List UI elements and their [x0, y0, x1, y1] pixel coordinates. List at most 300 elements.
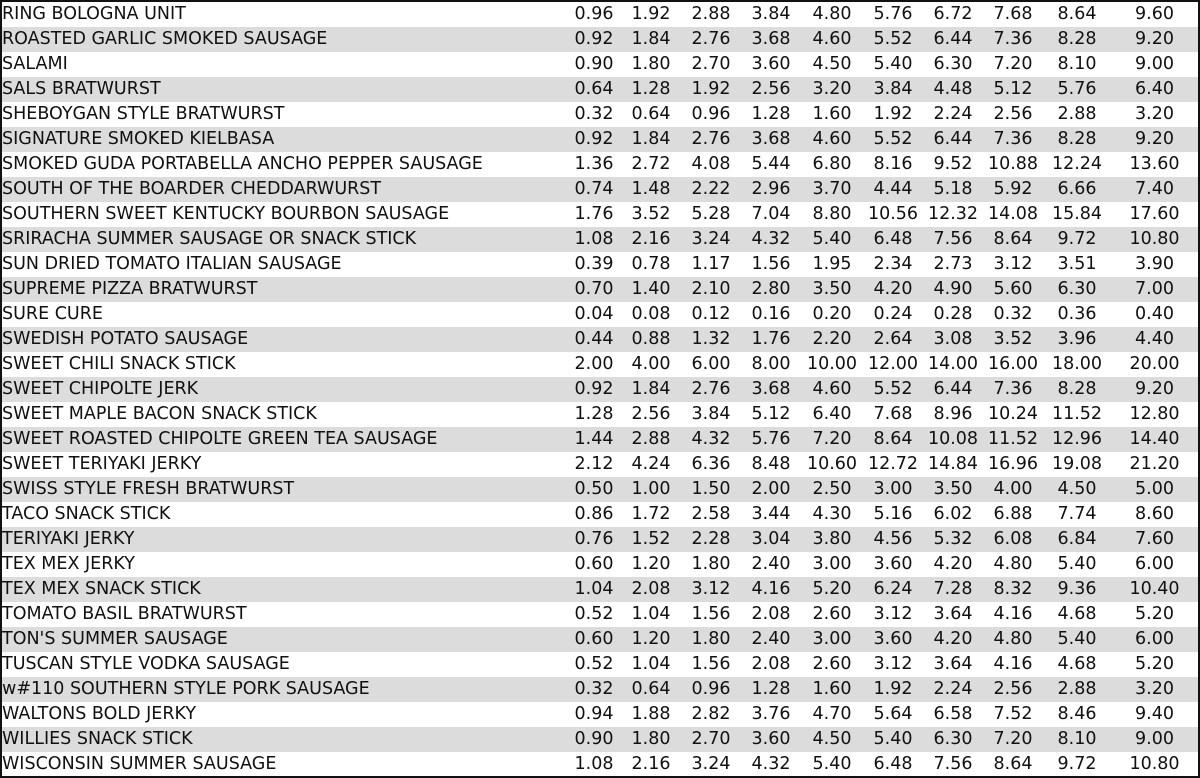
- product-name-cell: SALAMI: [2, 54, 68, 74]
- value-cell: 10.88: [987, 154, 1039, 174]
- value-cell: 5.60: [993, 279, 1033, 299]
- value-cell: 6.72: [933, 4, 973, 24]
- value-cell: 10.56: [867, 204, 919, 224]
- value-cell: 8.28: [1057, 129, 1097, 149]
- value-cell: 3.24: [691, 229, 731, 249]
- value-cell: 6.58: [933, 704, 973, 724]
- value-cell: 2.16: [631, 229, 671, 249]
- value-cell: 3.96: [1057, 329, 1097, 349]
- value-cell: 4.60: [812, 129, 852, 149]
- table-body: [2, 2, 1198, 777]
- value-cell: 2.60: [812, 604, 852, 624]
- value-cell: 3.00: [812, 629, 852, 649]
- value-cell: 3.20: [1135, 104, 1174, 124]
- table-row: [2, 327, 1198, 352]
- value-cell: 3.68: [751, 379, 791, 399]
- value-cell: 2.82: [691, 704, 731, 724]
- value-cell: 0.76: [574, 529, 614, 549]
- value-cell: 3.60: [873, 554, 913, 574]
- table-row: [2, 502, 1198, 527]
- value-cell: 0.86: [574, 504, 614, 524]
- value-cell: 4.16: [993, 654, 1033, 674]
- value-cell: 9.52: [933, 154, 973, 174]
- value-cell: 10.24: [987, 404, 1039, 424]
- value-cell: 2.88: [691, 4, 731, 24]
- value-cell: 2.08: [751, 604, 791, 624]
- value-cell: 1.56: [751, 254, 791, 274]
- value-cell: 1.84: [631, 379, 671, 399]
- value-cell: 0.64: [631, 679, 671, 699]
- value-cell: 0.96: [574, 4, 614, 24]
- value-cell: 19.08: [1051, 454, 1103, 474]
- value-cell: 1.44: [574, 429, 614, 449]
- value-cell: 2.00: [751, 479, 791, 499]
- table-row: [2, 77, 1198, 102]
- table-row: [2, 177, 1198, 202]
- value-cell: 3.60: [751, 729, 791, 749]
- value-cell: 9.00: [1135, 54, 1174, 74]
- product-name-cell: ROASTED GARLIC SMOKED SAUSAGE: [2, 29, 328, 49]
- value-cell: 3.08: [933, 329, 973, 349]
- value-cell: 6.30: [933, 729, 973, 749]
- value-cell: 11.52: [1051, 404, 1103, 424]
- value-cell: 0.12: [691, 304, 731, 324]
- value-cell: 7.52: [993, 704, 1033, 724]
- value-cell: 0.16: [751, 304, 791, 324]
- value-cell: 6.88: [993, 504, 1033, 524]
- value-cell: 2.96: [751, 179, 791, 199]
- value-cell: 1.32: [691, 329, 731, 349]
- value-cell: 2.88: [1057, 679, 1097, 699]
- value-cell: 1.88: [631, 704, 671, 724]
- value-cell: 11.52: [987, 429, 1039, 449]
- value-cell: 17.60: [1129, 204, 1180, 224]
- value-cell: 5.28: [691, 204, 731, 224]
- product-name-cell: SMOKED GUDA PORTABELLA ANCHO PEPPER SAUSAGE: [2, 154, 483, 174]
- value-cell: 0.78: [631, 254, 671, 274]
- value-cell: 5.20: [812, 579, 852, 599]
- value-cell: 12.24: [1051, 154, 1103, 174]
- product-name-cell: SIGNATURE SMOKED KIELBASA: [2, 129, 275, 149]
- product-name-cell: SWEET ROASTED CHIPOLTE GREEN TEA SAUSAGE: [2, 429, 438, 449]
- value-cell: 6.44: [933, 129, 973, 149]
- value-cell: 0.52: [574, 604, 614, 624]
- value-cell: 2.56: [751, 79, 791, 99]
- product-name-cell: WILLIES SNACK STICK: [2, 729, 193, 749]
- value-cell: 8.64: [873, 429, 913, 449]
- value-cell: 0.92: [574, 129, 614, 149]
- value-cell: 14.00: [927, 354, 979, 374]
- value-cell: 3.64: [933, 604, 973, 624]
- value-cell: 0.32: [574, 679, 614, 699]
- table-row: [2, 402, 1198, 427]
- value-cell: 3.51: [1057, 254, 1097, 274]
- value-cell: 6.00: [1135, 554, 1174, 574]
- value-cell: 2.70: [691, 54, 731, 74]
- value-cell: 3.12: [993, 254, 1033, 274]
- value-cell: 0.96: [691, 679, 731, 699]
- value-cell: 6.08: [993, 529, 1033, 549]
- value-cell: 4.20: [933, 629, 973, 649]
- value-cell: 4.40: [1135, 329, 1174, 349]
- value-cell: 6.66: [1057, 179, 1097, 199]
- value-cell: 0.70: [574, 279, 614, 299]
- value-cell: 1.84: [631, 29, 671, 49]
- value-cell: 6.00: [1135, 629, 1174, 649]
- value-cell: 4.68: [1057, 604, 1097, 624]
- value-cell: 4.32: [751, 754, 791, 774]
- value-cell: 0.36: [1057, 304, 1097, 324]
- value-cell: 1.60: [812, 104, 852, 124]
- value-cell: 0.94: [574, 704, 614, 724]
- value-cell: 7.20: [993, 729, 1033, 749]
- value-cell: 1.28: [751, 679, 791, 699]
- value-cell: 14.40: [1129, 429, 1180, 449]
- value-cell: 1.95: [812, 254, 852, 274]
- value-cell: 4.44: [873, 179, 913, 199]
- value-cell: 4.24: [631, 454, 671, 474]
- value-cell: 5.12: [993, 79, 1033, 99]
- product-name-cell: TACO SNACK STICK: [2, 504, 171, 524]
- value-cell: 10.00: [806, 354, 858, 374]
- product-name-cell: SWISS STYLE FRESH BRATWURST: [2, 479, 295, 499]
- table-row: [2, 227, 1198, 252]
- value-cell: 1.84: [631, 129, 671, 149]
- value-cell: 5.64: [873, 704, 913, 724]
- product-name-cell: RING BOLOGNA UNIT: [2, 4, 186, 24]
- value-cell: 6.48: [873, 754, 913, 774]
- value-cell: 3.84: [751, 4, 791, 24]
- value-cell: 8.00: [751, 354, 791, 374]
- table-row: [2, 627, 1198, 652]
- value-cell: 0.92: [574, 29, 614, 49]
- value-cell: 8.60: [1135, 504, 1174, 524]
- value-cell: 2.73: [933, 254, 973, 274]
- value-cell: 5.92: [993, 179, 1033, 199]
- product-name-cell: SWEDISH POTATO SAUSAGE: [2, 329, 249, 349]
- value-cell: 1.92: [873, 679, 913, 699]
- value-cell: 1.92: [691, 79, 731, 99]
- product-name-cell: WALTONS BOLD JERKY: [2, 704, 197, 724]
- value-cell: 4.00: [631, 354, 671, 374]
- value-cell: 3.76: [751, 704, 791, 724]
- table-row: [2, 377, 1198, 402]
- value-cell: 4.08: [691, 154, 731, 174]
- table-row: [2, 452, 1198, 477]
- value-cell: 7.60: [1135, 529, 1174, 549]
- value-cell: 5.52: [873, 379, 913, 399]
- table-row: [2, 202, 1198, 227]
- value-cell: 0.90: [574, 729, 614, 749]
- value-cell: 2.20: [812, 329, 852, 349]
- value-cell: 2.56: [993, 679, 1033, 699]
- value-cell: 2.70: [691, 729, 731, 749]
- value-cell: 6.84: [1057, 529, 1097, 549]
- value-cell: 4.32: [751, 229, 791, 249]
- value-cell: 3.64: [933, 654, 973, 674]
- value-cell: 6.24: [873, 579, 913, 599]
- value-cell: 2.60: [812, 654, 852, 674]
- value-cell: 1.80: [631, 729, 671, 749]
- value-cell: 3.00: [873, 479, 913, 499]
- value-cell: 4.50: [1057, 479, 1097, 499]
- value-cell: 12.72: [867, 454, 919, 474]
- value-cell: 2.24: [933, 104, 973, 124]
- value-cell: 0.60: [574, 629, 614, 649]
- value-cell: 7.36: [993, 129, 1033, 149]
- value-cell: 0.64: [631, 104, 671, 124]
- value-cell: 1.20: [631, 554, 671, 574]
- product-name-cell: SWEET MAPLE BACON SNACK STICK: [2, 404, 317, 424]
- value-cell: 0.39: [574, 254, 614, 274]
- value-cell: 9.00: [1135, 729, 1174, 749]
- product-name-cell: SOUTHERN SWEET KENTUCKY BOURBON SAUSAGE: [2, 204, 450, 224]
- value-cell: 3.50: [812, 279, 852, 299]
- table-row: [2, 127, 1198, 152]
- value-cell: 5.32: [933, 529, 973, 549]
- value-cell: 0.32: [574, 104, 614, 124]
- value-cell: 4.00: [993, 479, 1033, 499]
- value-cell: 3.24: [691, 754, 731, 774]
- table-row: [2, 652, 1198, 677]
- value-cell: 12.32: [927, 204, 979, 224]
- value-cell: 1.92: [873, 104, 913, 124]
- value-cell: 6.48: [873, 229, 913, 249]
- value-cell: 5.12: [751, 404, 791, 424]
- value-cell: 4.50: [812, 54, 852, 74]
- value-cell: 12.96: [1051, 429, 1103, 449]
- value-cell: 0.60: [574, 554, 614, 574]
- value-cell: 2.28: [691, 529, 731, 549]
- value-cell: 3.20: [1135, 679, 1174, 699]
- value-cell: 1.50: [691, 479, 731, 499]
- value-cell: 0.50: [574, 479, 614, 499]
- value-cell: 6.30: [933, 54, 973, 74]
- value-cell: 6.80: [812, 154, 852, 174]
- value-cell: 3.60: [873, 629, 913, 649]
- value-cell: 1.48: [631, 179, 671, 199]
- value-cell: 2.64: [873, 329, 913, 349]
- value-cell: 0.20: [812, 304, 852, 324]
- value-cell: 7.56: [933, 229, 973, 249]
- value-cell: 2.76: [691, 379, 731, 399]
- value-cell: 1.20: [631, 629, 671, 649]
- value-cell: 9.20: [1135, 129, 1174, 149]
- value-cell: 5.40: [812, 229, 852, 249]
- value-cell: 7.56: [933, 754, 973, 774]
- value-cell: 0.64: [574, 79, 614, 99]
- value-cell: 6.00: [691, 354, 731, 374]
- value-cell: 4.16: [993, 604, 1033, 624]
- value-cell: 0.88: [631, 329, 671, 349]
- value-cell: 2.58: [691, 504, 731, 524]
- value-cell: 1.76: [574, 204, 614, 224]
- value-cell: 5.40: [873, 729, 913, 749]
- value-cell: 1.40: [631, 279, 671, 299]
- value-cell: 10.80: [1129, 754, 1180, 774]
- value-cell: 3.00: [812, 554, 852, 574]
- value-cell: 3.44: [751, 504, 791, 524]
- value-cell: 1.04: [631, 654, 671, 674]
- value-cell: 8.16: [873, 154, 913, 174]
- table-row: [2, 552, 1198, 577]
- value-cell: 6.02: [933, 504, 973, 524]
- value-cell: 2.56: [631, 404, 671, 424]
- value-cell: 5.76: [751, 429, 791, 449]
- value-cell: 2.88: [1057, 104, 1097, 124]
- value-cell: 9.40: [1135, 704, 1174, 724]
- product-name-cell: SALS BRATWURST: [2, 79, 161, 99]
- value-cell: 5.16: [873, 504, 913, 524]
- value-cell: 7.68: [873, 404, 913, 424]
- table-row: [2, 152, 1198, 177]
- value-cell: 7.20: [812, 429, 852, 449]
- value-cell: 4.30: [812, 504, 852, 524]
- value-cell: 0.52: [574, 654, 614, 674]
- product-name-cell: SUN DRIED TOMATO ITALIAN SAUSAGE: [2, 254, 342, 274]
- value-cell: 10.40: [1129, 579, 1180, 599]
- value-cell: 2.24: [933, 679, 973, 699]
- table-row: [2, 277, 1198, 302]
- value-cell: 14.84: [927, 454, 979, 474]
- product-name-cell: SHEBOYGAN STYLE BRATWURST: [2, 104, 285, 124]
- value-cell: 3.52: [631, 204, 671, 224]
- value-cell: 4.56: [873, 529, 913, 549]
- product-name-cell: TEX MEX JERKY: [2, 554, 135, 574]
- product-name-cell: TUSCAN STYLE VODKA SAUSAGE: [2, 654, 290, 674]
- product-name-cell: SOUTH OF THE BOARDER CHEDDARWURST: [2, 179, 382, 199]
- value-cell: 1.28: [631, 79, 671, 99]
- value-cell: 2.50: [812, 479, 852, 499]
- product-name-cell: SWEET CHILI SNACK STICK: [2, 354, 236, 374]
- table-row: [2, 577, 1198, 602]
- value-cell: 2.34: [873, 254, 913, 274]
- value-cell: 1.76: [751, 329, 791, 349]
- value-cell: 0.24: [873, 304, 913, 324]
- table-row: [2, 2, 1198, 27]
- value-cell: 10.60: [806, 454, 858, 474]
- table-row: [2, 52, 1198, 77]
- value-cell: 7.36: [993, 379, 1033, 399]
- value-cell: 3.84: [873, 79, 913, 99]
- value-cell: 2.22: [691, 179, 731, 199]
- value-cell: 6.40: [1135, 79, 1174, 99]
- product-name-cell: WISCONSIN SUMMER SAUSAGE: [2, 754, 277, 774]
- value-cell: 5.20: [1135, 654, 1174, 674]
- value-cell: 2.88: [631, 429, 671, 449]
- product-name-cell: SWEET TERIYAKI JERKY: [2, 454, 202, 474]
- value-cell: 7.28: [933, 579, 973, 599]
- value-cell: 7.40: [1135, 179, 1174, 199]
- value-cell: 8.28: [1057, 379, 1097, 399]
- value-cell: 3.60: [751, 54, 791, 74]
- value-cell: 2.40: [751, 629, 791, 649]
- value-cell: 7.20: [993, 54, 1033, 74]
- value-cell: 6.36: [691, 454, 731, 474]
- value-cell: 0.32: [993, 304, 1033, 324]
- value-cell: 7.68: [993, 4, 1033, 24]
- value-cell: 0.28: [933, 304, 973, 324]
- value-cell: 5.76: [1057, 79, 1097, 99]
- value-cell: 3.80: [812, 529, 852, 549]
- value-cell: 1.60: [812, 679, 852, 699]
- value-cell: 8.64: [993, 229, 1033, 249]
- value-cell: 9.72: [1057, 754, 1097, 774]
- value-cell: 4.20: [933, 554, 973, 574]
- value-cell: 5.44: [751, 154, 791, 174]
- value-cell: 9.20: [1135, 379, 1174, 399]
- value-cell: 4.32: [691, 429, 731, 449]
- value-cell: 1.56: [691, 604, 731, 624]
- value-cell: 6.44: [933, 379, 973, 399]
- value-cell: 1.17: [691, 254, 731, 274]
- seasoning-price-table: [2, 2, 1198, 777]
- value-cell: 8.64: [993, 754, 1033, 774]
- value-cell: 8.48: [751, 454, 791, 474]
- table-row: [2, 727, 1198, 752]
- table-row: [2, 752, 1198, 777]
- table-row: [2, 252, 1198, 277]
- product-name-cell: TON'S SUMMER SAUSAGE: [2, 629, 228, 649]
- value-cell: 0.74: [574, 179, 614, 199]
- table-row: [2, 677, 1198, 702]
- value-cell: 8.10: [1057, 54, 1097, 74]
- value-cell: 7.04: [751, 204, 791, 224]
- value-cell: 7.36: [993, 29, 1033, 49]
- value-cell: 0.92: [574, 379, 614, 399]
- value-cell: 12.00: [867, 354, 919, 374]
- value-cell: 3.70: [812, 179, 852, 199]
- value-cell: 2.10: [691, 279, 731, 299]
- product-name-cell: SUPREME PIZZA BRATWURST: [2, 279, 258, 299]
- table-row: [2, 527, 1198, 552]
- value-cell: 4.48: [933, 79, 973, 99]
- product-name-cell: SWEET CHIPOLTE JERK: [2, 379, 199, 399]
- value-cell: 4.16: [751, 579, 791, 599]
- value-cell: 3.52: [993, 329, 1033, 349]
- product-name-cell: TEX MEX SNACK STICK: [2, 579, 201, 599]
- value-cell: 9.72: [1057, 229, 1097, 249]
- value-cell: 7.00: [1135, 279, 1174, 299]
- value-cell: 3.50: [933, 479, 973, 499]
- value-cell: 5.18: [933, 179, 973, 199]
- value-cell: 9.60: [1135, 4, 1174, 24]
- value-cell: 5.52: [873, 129, 913, 149]
- value-cell: 2.76: [691, 129, 731, 149]
- value-cell: 8.80: [812, 204, 852, 224]
- value-cell: 1.52: [631, 529, 671, 549]
- value-cell: 1.00: [631, 479, 671, 499]
- value-cell: 4.68: [1057, 654, 1097, 674]
- value-cell: 1.80: [691, 554, 731, 574]
- value-cell: 5.52: [873, 29, 913, 49]
- value-cell: 1.36: [574, 154, 614, 174]
- value-cell: 8.46: [1057, 704, 1097, 724]
- value-cell: 1.08: [574, 754, 614, 774]
- value-cell: 3.12: [873, 654, 913, 674]
- value-cell: 0.90: [574, 54, 614, 74]
- table-row: [2, 602, 1198, 627]
- value-cell: 3.04: [751, 529, 791, 549]
- value-cell: 4.60: [812, 29, 852, 49]
- table-row: [2, 352, 1198, 377]
- value-cell: 2.80: [751, 279, 791, 299]
- value-cell: 6.40: [812, 404, 852, 424]
- value-cell: 2.00: [574, 354, 614, 374]
- value-cell: 16.00: [987, 354, 1039, 374]
- value-cell: 8.32: [993, 579, 1033, 599]
- table-row: [2, 27, 1198, 52]
